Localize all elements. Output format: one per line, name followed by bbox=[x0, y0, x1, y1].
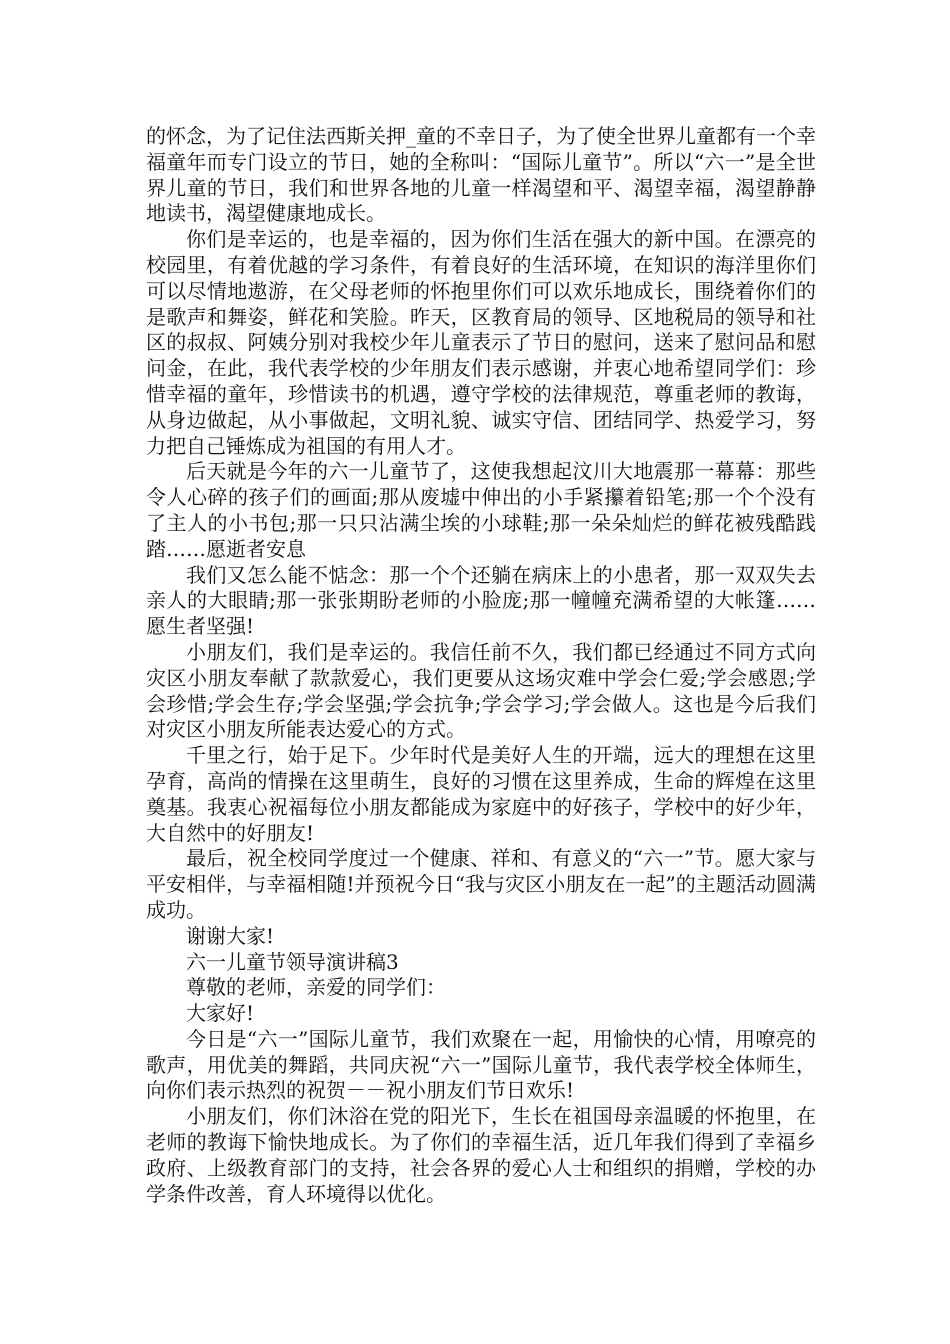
closing-thanks: 谢谢大家! bbox=[186, 923, 275, 948]
paragraph-4: 我们又怎么能不惦念：那一个个还躺在病床上的小患者，那一双双失去亲人的大眼睛;那一张张期盼老师的小脸庞;那一幢幢充满希望的大帐篷……愿生者坚强! bbox=[146, 562, 816, 639]
paragraph-5: 小朋友们，我们是幸运的。我信任前不久，我们都已经通过不同方式向灾区小朋友奉献了款款爱心，我们更要从这场灾难中学会仁爱;学会感恩;学会珍惜;学会生存;学会坚强;学会抗争;学会学习;学会做人。这也是今后我们对灾区小朋友所能表达爱心的方式。 bbox=[146, 639, 816, 742]
greeting: 大家好! bbox=[186, 1001, 255, 1026]
paragraph-7: 最后，祝全校同学度过一个健康、祥和、有意义的“六一”节。愿大家与平安相伴，与幸福相随!并预祝今日“我与灾区小朋友在一起”的主题活动圆满成功。 bbox=[146, 846, 816, 922]
salutation: 尊敬的老师，亲爱的同学们： bbox=[186, 975, 446, 1000]
paragraph-9: 小朋友们，你们沐浴在党的阳光下，生长在祖国母亲温暖的怀抱里，在老师的教诲下愉快地成长。为了你们的幸福生活，近几年我们得到了幸福乡政府、上级教育部门的支持，社会各界的爱心人士和组织的捐赠，学校的办学条件改善，育人环境得以优化。 bbox=[146, 1104, 816, 1206]
section-heading: 六一儿童节领导演讲稿3 bbox=[186, 949, 399, 974]
paragraph-8: 今日是“六一”国际儿童节，我们欢聚在一起，用愉快的心情，用嘹亮的歌声，用优美的舞蹈，共同庆祝“六一”国际儿童节，我代表学校全体师生，向你们表示热烈的祝贺－－祝小朋友们节日欢乐! bbox=[146, 1026, 816, 1103]
paragraph-3: 后天就是今年的六一儿童节了，这使我想起汶川大地震那一幕幕：那些令人心碎的孩子们的画面;那从废墟中伸出的小手紧攥着铅笔;那一个个没有了主人的小书包;那一只只沾满尘埃的小球鞋;那一朵朵灿烂的鲜花被残酷践踏……愿逝者安息 bbox=[146, 459, 816, 561]
paragraph-1: 的怀念，为了记住法西斯关押_童的不幸日子，为了使全世界儿童都有一个幸福童年而专门设立的节日，她的全称叫：“国际儿童节”。所以“六一”是全世界儿童的节日，我们和世界各地的儿童一样渴望和平、渴望幸福，渴望静静地读书，渴望健康地成长。 bbox=[146, 124, 816, 226]
paragraph-6: 千里之行，始于足下。少年时代是美好人生的开端，远大的理想在这里孕育，高尚的情操在这里萌生，良好的习惯在这里养成，生命的辉煌在这里奠基。我衷心祝福每位小朋友都能成为家庭中的好孩子，学校中的好少年，大自然中的好朋友! bbox=[146, 743, 816, 845]
document-body bbox=[146, 124, 816, 1207]
paragraph-2: 你们是幸运的，也是幸福的，因为你们生活在强大的新中国。在漂亮的校园里，有着优越的学习条件，有着良好的生活环境，在知识的海洋里你们可以尽情地遨游，在父母老师的怀抱里你们可以欢乐地成长，围绕着你们的是歌声和舞姿，鲜花和笑脸。昨天，区教育局的领导、区地税局的领导和社区的叔叔、阿姨分别对我校少年儿童表示了节日的慰问，送来了慰问品和慰问金，在此，我代表学校的少年朋友们表示感谢，并衷心地希望同学们：珍惜幸福的童年，珍惜读书的机遇，遵守学校的法律规范，尊重老师的教诲，从身边做起，从小事做起，文明礼貌、诚实守信、团结同学、热爱学习，努力把自己锤炼成为祖国的有用人才。 bbox=[146, 227, 816, 458]
